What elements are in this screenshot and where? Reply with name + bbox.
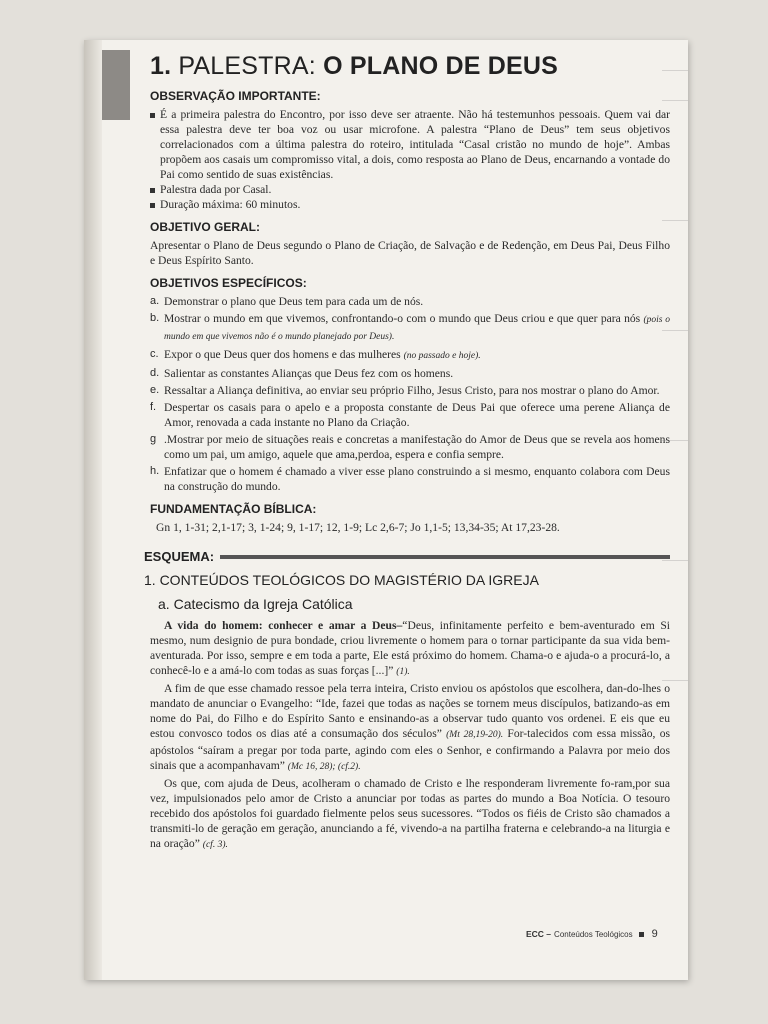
bleed-line [662, 440, 688, 441]
objetivos-list [150, 294, 670, 494]
observacao-item: É a primeira palestra do Encontro, por isso deve ser atraente. Não há testemunhos pessoais. Quem vai dar essa palestra deve ter boa voz ou usar microfone. A palestra “Plano de Deus” tem seus objetivos correlacionados com a última palestra do roteiro, intitulada “Casal cristão no mundo de hoje”. Ambas propõem aos casais um compromisso vital, a dois, como resposta ao Plano de Deus, encarnando a vontade do Pai como sentido de suas existências. [150, 107, 670, 182]
objetivos-especificos-heading: OBJETIVOS ESPECÍFICOS: [150, 276, 307, 290]
title-text: O PLANO DE DEUS [323, 52, 559, 80]
objetivo-item: e. Ressaltar a Aliança definitiva, ao enviar seu próprio Filho, Jesus Cristo, para nos mostrar o plano do Amor. [150, 384, 660, 397]
objetivo-item: a. Demonstrar o plano que Deus tem para cada um de nós. [150, 295, 424, 308]
page-footer [526, 928, 658, 940]
title-number: 1. [150, 52, 172, 80]
bleed-line [662, 680, 688, 681]
objetivo-item: c. Expor o que Deus quer dos homens e das mulheres (no passado e hoje). [150, 348, 481, 361]
observacao-list [150, 107, 670, 212]
section-heading: 1. CONTEÚDOS TEOLÓGICOS DO MAGISTÉRIO DA IGREJA [144, 572, 539, 588]
objetivo-geral-heading: OBJETIVO GERAL: [150, 220, 261, 234]
chapter-tab [102, 50, 130, 120]
bleed-line [662, 100, 688, 101]
bleed-line [662, 70, 688, 71]
fundamentacao-heading: FUNDAMENTAÇÃO BÍBLICA: [150, 502, 317, 516]
title-prefix: PALESTRA: [178, 52, 316, 80]
page-number: 9 [651, 928, 658, 940]
objetivo-note: (pois o mundo em que vivemos não é o mundo planejado por Deus). [164, 315, 671, 342]
paragraph: A fim de que esse chamado ressoe pela terra inteira, Cristo enviou os apóstolos que escolhera, dan-do-lhes o mandato de anunciar o Evangelho: “Ide, fazei que todas as nações se tornem meus discípulos, batizando-as em nome do Pai, do Filho e do Espírito Santo e ensinando-as a observar tudo quanto vos ordenei. E eis que eu estou convosco todos os dias até a consumação dos séculos” (Mt 28,19-20). For-talecidos com essa missão, os apóstolos “saíram a pregar por toda parte, agindo com eles o Senhor, e confirmando a Palavra por meio dos sinais que a acompanhavam” (Mc 16, 28); (cf.2). [150, 682, 671, 772]
observacao-heading: OBSERVAÇÃO IMPORTANTE: [150, 89, 321, 103]
bleed-line [662, 560, 688, 561]
paragraph: Os que, com ajuda de Deus, acolheram o chamado de Cristo e lhe responderam livremente fo-ram,por sua vez, impulsionados pelo amor de Cristo a anunciar por todas as partes do mundo a Boa Notícia. O tesouro recebido dos apóstolos foi guardado fielmente pelos seus sucessores. “Todos os fiéis de Cristo são chamados a transmiti-lo de geração em geração, anunciando a fé, vivendo-a na partilha fraterna e celebrando-a na liturgia e na oração” (cf. 3). [150, 777, 670, 850]
subsection-marker: a. [158, 596, 170, 612]
subsection-title: Catecismo da Igreja Católica [173, 596, 353, 612]
esquema-rule [220, 555, 670, 559]
fundamentacao-text: Gn 1, 1-31; 2,1-17; 3, 1-24; 9, 1-17; 12, 1-9; Lc 2,6-7; Jo 1,1-5; 13,34-35; At 17,23-28. [156, 521, 560, 534]
objetivo-item: b. Mostrar o mundo em que vivemos, confrontando-o com o mundo que Deus criou e que quer para nós (pois o mundo em que vivemos não é o mundo planejado por Deus). [150, 312, 671, 342]
objetivo-geral-text: Apresentar o Plano de Deus segundo o Plano de Criação, de Salvação e de Redenção, em Deus Pai, Deus Filho e Deus Espírito Santo. [150, 239, 670, 267]
esquema-label: ESQUEMA: [144, 549, 215, 564]
objetivo-item: d. Salientar as constantes Alianças que Deus fez com os homens. [150, 367, 454, 380]
objetivo-item: h. Enfatizar que o homem é chamado a viver esse plano construindo a si mesmo, enquanto colabora com Deus na construção do mundo. [150, 465, 670, 493]
objetivo-item: g .Mostrar por meio de situações reais e concretas a manifestação do Amor de Deus que se revela aos homens como um pai, um amigo, aquele que ama,perdoa, espera e confia sempre. [150, 433, 670, 461]
bleed-line [662, 330, 688, 331]
document-page [84, 40, 688, 980]
footer-section: Conteúdos Teológicos [554, 929, 633, 939]
page-title [150, 52, 670, 81]
footer-square [639, 932, 644, 937]
page-content [144, 48, 671, 854]
body-text [150, 618, 670, 853]
objetivo-note: (no passado e hoje). [403, 351, 481, 361]
esquema-bar [144, 549, 670, 564]
subsection-heading [158, 596, 670, 612]
observacao-item: Duração máxima: 60 minutos. [150, 197, 670, 212]
footer-brand: ECC – [526, 929, 552, 939]
paragraph: A vida do homem: conhecer e amar a Deus–“Deus, infinitamente perfeito e bem-aventurado em Si mesmo, num designio de pura bondade, criou livremente o homem para o tornar participante da sua vida bem-aventurada. Por isso, sempre e em toda a parte, Ele está próximo do homem. Chama-o e ajuda-o a procurá-lo, a conhecê-lo e a amá-lo com todas as suas forças [...]” (1). [150, 619, 670, 677]
objetivo-item: f. Despertar os casais para o apelo e a proposta constante de Deus Pai que oferece uma perene Aliança de Amor, renovada a cada instante no Plano da Criação. [150, 401, 670, 429]
bleed-line [662, 220, 688, 221]
observacao-item: Palestra dada por Casal. [150, 182, 670, 197]
